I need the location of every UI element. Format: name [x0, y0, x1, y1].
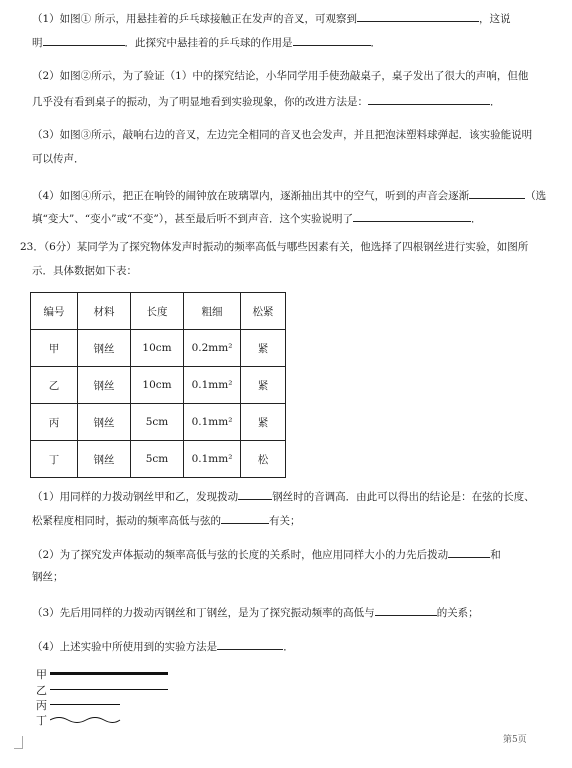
table-header: 粗细: [184, 293, 241, 330]
q23-sub2-line2: 钢丝；: [32, 571, 64, 583]
table-cell: 10cm: [131, 367, 184, 404]
table-cell: 甲: [31, 330, 78, 367]
answer-blank[interactable]: [238, 488, 272, 500]
answer-blank[interactable]: [353, 210, 471, 222]
table-cell: 丁: [31, 441, 78, 478]
answer-blank[interactable]: [293, 34, 371, 46]
table-header: 长度: [131, 293, 184, 330]
table-header: 编号: [31, 293, 78, 330]
wire-ding-line: [50, 714, 122, 726]
answer-blank[interactable]: [368, 93, 490, 105]
q22-part4-line1: （4）如图④所示，把正在响铃的闹钟放在玻璃罩内，逐渐抽出其中的空气，听到的声音会逐渐 （选: [32, 187, 546, 203]
q22-part1-line1: （1）如图① 所示，用悬挂着的乒乓球接触正在发声的音叉，可观察到 ，这说: [32, 10, 511, 26]
table-header: 松紧: [241, 293, 286, 330]
table-cell: 钢丝: [78, 404, 131, 441]
q23-sub1-line1: （1）用同样的力拨动钢丝甲和乙，发现拨动 钢丝时的音调高．由此可以得出的结论是：在弦的长度、: [32, 488, 535, 504]
table-cell: 0.1mm²: [184, 441, 241, 478]
q22-part2-line2: 几乎没有看到桌子的振动，为了明显地看到实验现象，你的改进方法是： ．: [32, 93, 501, 109]
table-cell: 松: [241, 441, 286, 478]
q22-part2-line1: （2）如图②所示，为了验证（1）中的探究结论，小华同学用手使劲敲桌子，桌子发出了很大的声响，但他: [32, 70, 529, 82]
answer-blank[interactable]: [357, 10, 479, 22]
table-row: [31, 441, 286, 478]
answer-blank[interactable]: [469, 187, 525, 199]
table-row: [31, 330, 286, 367]
data-table: [30, 292, 286, 478]
table-cell: 0.2mm²: [184, 330, 241, 367]
table-cell: 0.1mm²: [184, 404, 241, 441]
table-cell: 紧: [241, 404, 286, 441]
table-cell: 紧: [241, 330, 286, 367]
q23-sub4: （4）上述实验中所使用到的实验方法是 ．: [32, 638, 294, 654]
answer-blank[interactable]: [375, 604, 437, 616]
answer-blank[interactable]: [217, 638, 283, 650]
q23-sub2-line1: （2）为了探究发声体振动的频率高低与弦的长度的关系时，他应用同样大小的力先后拨动 和: [32, 546, 501, 562]
q23-sub3: （3）先后用同样的力拨动丙钢丝和丁钢丝，是为了探究振动频率的高低与 的关系；: [32, 604, 479, 620]
table-row: [31, 404, 286, 441]
table-cell: 钢丝: [78, 367, 131, 404]
q23-intro-line2: 示．具体数据如下表：: [32, 265, 137, 277]
answer-blank[interactable]: [448, 546, 490, 558]
q22-part4-line2: 填“变大”、“变小”或“不变”），甚至最后听不到声音．这个实验说明了 ．: [32, 210, 481, 226]
table-cell: 丙: [31, 404, 78, 441]
table-cell: 5cm: [131, 441, 184, 478]
page-number: 第5页: [503, 735, 527, 745]
wire-bing-line: [50, 704, 120, 705]
table-cell: 钢丝: [78, 441, 131, 478]
table-row: [31, 367, 286, 404]
q22-part1-line2: 明 ．此探究中悬挂着的乒乓球的作用是 ．: [32, 34, 381, 50]
q22-part3-line2: 可以传声．: [32, 153, 85, 165]
table-cell: 钢丝: [78, 330, 131, 367]
table-header: 材料: [78, 293, 131, 330]
table-cell: 5cm: [131, 404, 184, 441]
q23-sub1-line2: 松紧程度相同时，振动的频率高低与弦的 有关；: [32, 512, 301, 528]
table-cell: 紧: [241, 367, 286, 404]
wire-yi-line: [50, 689, 168, 690]
q22-part3-line1: （3）如图③所示，敲响右边的音叉，左边完全相同的音叉也会发声，并且把泡沫塑料球弹起．该实验能说明: [32, 129, 533, 141]
wire-jia-line: [50, 672, 168, 675]
answer-blank[interactable]: [221, 512, 269, 524]
table-header-row: [31, 293, 286, 330]
table-cell: 乙: [31, 367, 78, 404]
q22-part1-text: （1）如图① 所示，用悬挂着的乒乓球接触正在发声的音叉，可观察到: [32, 13, 358, 25]
answer-blank[interactable]: [43, 34, 125, 46]
table-cell: 10cm: [131, 330, 184, 367]
table-cell: 0.1mm²: [184, 367, 241, 404]
page-corner-mark: [14, 736, 23, 749]
q23-intro-line1: 23．（6分）某同学为了探究物体发声时振动的频率高低与哪些因素有关，他选择了四根钢丝进行实验，如图所: [20, 241, 529, 253]
